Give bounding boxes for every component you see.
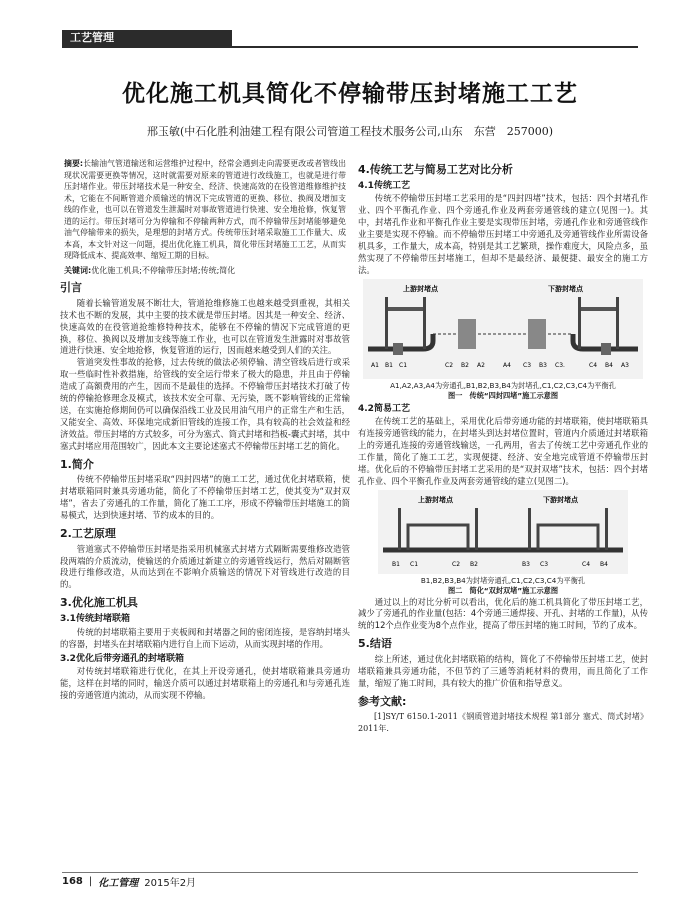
author-affiliation: 邢玉敏(中石化胜利油建工程有限公司管道工程技术服务公司,山东 东营 257000): [146, 125, 554, 138]
abstract-label: 摘要:: [64, 159, 84, 168]
abstract-text: 长输油气管道输送和运营维护过程中，经常会遇到走向需要更改或者管线出现状况需要更换等情况，这时就需要对原来的管道进行改线施工，也就是进行带压封堵作业。带压封堵技术是一种安全、经济、快速高效的在役管道维修维护技术，它能在不间断管道介质输送的情况下完成管道的更换、移位、换阀及增加支线的作业，也可以在管道发生泄漏时对事故管道进行快速、安全地抢修，恢复管道的运行。带压封堵可分为停输和不停输两种方式，而不停输带压封堵能够避免油气停输带来的损失，是理想的封堵方式。传统带压封堵采取施工工作量大、成本高，本文针对这一问题，提出优化施工机具，简化带压封堵施工工艺，从而实现降低成本、提高效率、缩短工期的目标。: [64, 159, 346, 261]
keywords-text: 优化施工机具;不停输带压封堵;传统;简化: [91, 265, 236, 275]
heading-1: 1.简介: [60, 457, 94, 471]
fig1-downstream-label: 下游封堵点: [548, 284, 583, 293]
fig1-node: B3: [539, 361, 547, 369]
reference-item: [1]SY/T 6150.1-2011《钢质管道封堵技术规程 第1部分 塞式、筒式封堵》2011年.: [358, 712, 648, 733]
fig2-node: B4: [600, 560, 608, 568]
heading-5: 5.结语: [358, 637, 392, 651]
figure-2-caption: 图二 简化“双封双堵”施工示意图: [447, 586, 559, 596]
right-column: [358, 158, 648, 734]
footer-divider: |: [88, 876, 93, 887]
magazine-name: 化工管理: [98, 878, 139, 889]
fig1-node: B4: [605, 361, 613, 369]
fig1-node: C3: [523, 361, 532, 369]
fig1-node: A3: [621, 361, 629, 369]
left-column: [60, 158, 350, 702]
section-tag: 工艺管理: [62, 30, 232, 46]
keywords: [64, 265, 346, 276]
paragraph: 传统不停输带压封堵工艺采用的是“四封四堵”技术，包括：四个封堵孔作业、四个平衡孔作业、四个旁通孔作业及两套旁通管线的建立(见图一)。其中，封堵孔作业和平衡孔作业主要是实现带压封堵，旁通孔作业和旁通管线作业主要是实现不停输。而不停输带压封堵工中旁通孔及旁通管线作业所需设备机具多，工作量大，成本高，特别是其工艺繁琐，操作难度大，风险点多，虽然实现了不停输带压封堵施工，但却不是最经济、最便捷、最安全的施工方法。: [358, 193, 648, 275]
fig1-node: C4: [589, 361, 598, 369]
figure-1-legend: A1,A2,A3,A4为旁通孔,B1,B2,B3,B4为封堵孔,C1,C2,C3,C4为平衡孔: [390, 380, 616, 390]
heading-3: 3.优化施工机具: [60, 596, 138, 610]
fig2-node: C2: [452, 560, 461, 568]
paragraph: 管道突发性事故的抢修，过去传统的做法必须停输、清空管线后进行或采取一些临时性补救措施，给管线的安全运行带来了极大的隐患，并且由于停输造成了高额费用的产生，因而不是最佳的选择。不停输带压封堵技术打破了传统的停输抢修理念及模式，该技术安全可靠、无污染，既不影响管线的正常输送，在实施抢修期间仍可以确保沿线工业及民用油气用户的正常生产和生活，又能安全、高效、环保地完成新旧管线的连接工作，具有较高的社会效益和经济效益。带压封堵的方式较多，可分为塞式、筒式封堵和挡板-囊式封堵，其中塞式封堵应用范围较广，因此本文主要论述塞式不停输带压封堵工艺的简化。: [60, 357, 350, 451]
subheading-3-1: 3.1传统封堵联箱: [60, 613, 130, 624]
paragraph: 传统的封堵联箱主要用于夹板阀和封堵器之间的密闭连接，是容纳封堵头的容器，封堵头在封堵联箱内进行自上而下运动，从而实现封堵的作用。: [60, 626, 350, 649]
fig2-node: B1: [392, 560, 400, 568]
header-rule: [62, 46, 638, 48]
figure-2-diagram: [378, 490, 628, 574]
fig2-node: C1: [410, 560, 419, 568]
fig1-node: A4: [503, 361, 511, 369]
issue-date: 2015年2月: [144, 878, 197, 889]
paragraph: 随着长输管道发展不断壮大，管道抢维修施工也越来越受到重视，其相关技术也不断的发展，其中主要的技术就是带压封堵。因其是一种安全、经济、快速高效的在役管道抢维修特种技术，能够在不停输的情况下完成管道的更换，移位、换阀以及增加支线等施工作业，也可以在管道发生泄露时对事故管道进行快速、安全地抢修，恢复管道的运行，因而越来越受到人们的关注。: [60, 297, 350, 356]
fig2-node: C3: [540, 560, 549, 568]
fig1-node: B2: [461, 361, 469, 369]
paragraph: 通过以上的对比分析可以看出，优化后的施工机具简化了带压封堵工艺，减少了旁通孔的作业量(包括：4个旁通三通焊接、开孔、封堵的工作量)，从传统的12个点作业变为8个点作业，提高了带压封堵的施工时间，节约了成本。: [358, 596, 648, 631]
keywords-label: 关键词:: [64, 265, 92, 275]
subheading-3-2: 3.2优化后带旁通孔的封堵联箱: [60, 653, 184, 664]
paragraph: 管道塞式不停输带压封堵是指采用机械塞式封堵方式隔断需要维修改造管段两端的介质流动，使输送的介质通过新建立的旁通管线运行，然后对隔断管段进行维修改造，从而达到在不影响介质输送的情况下对管线进行改造的目的。: [60, 543, 350, 590]
fig1-node: C1: [399, 361, 408, 369]
figure-2-legend: B1,B2,B3,B4为封堵旁通孔,C1,C2,C3,C4为平衡孔: [420, 575, 586, 585]
paragraph: 传统不停输带压封堵采取“四封四堵”的施工工艺，通过优化封堵联箱，使封堵联箱同时兼具旁通功能，简化了不停输带压封堵工艺，使其变为“双封双堵”，省去了旁通孔的工作量，简化了施工工序，形成不停输带压封堵施工的简易模式，达到快速封堵、节约成本的目的。: [60, 474, 350, 521]
fig1-node: A1: [371, 361, 379, 369]
fig1-node: B1: [385, 361, 393, 369]
fig1-upstream-label: 上游封堵点: [403, 284, 438, 293]
heading-4: 4.传统工艺与简易工艺对比分析: [358, 163, 513, 176]
heading-2: 2.工艺原理: [60, 527, 116, 541]
fig1-node: C2: [445, 361, 454, 369]
page-footer: [62, 874, 196, 889]
fig2-upstream-label: 上游封堵点: [418, 495, 453, 504]
abstract: [60, 158, 350, 262]
fig1-node: A2: [477, 361, 485, 369]
paragraph: 综上所述，通过优化封堵联箱的结构，简化了不停输带压封堵工艺，使封堵联箱兼具旁通功能，不但节约了三通等消耗材料的费用，而且简化了工作量，缩短了施工时间，具有较大的推广价值和指导意义。: [358, 653, 648, 688]
fig2-node: C4: [582, 560, 591, 568]
figure-1-caption: 图一 传统“四封四堵”施工示意图: [447, 391, 559, 401]
footer-rule: [62, 872, 638, 873]
heading-intro: 引言: [60, 281, 82, 295]
paragraph: 对传统封堵联箱进行优化，在其上开设旁通孔，使封堵联箱兼具旁通功能，这样在封堵的同时，输送介质可以通过封堵联箱上的旁通孔和与旁通孔连接的旁通管道内流动，从而实现不停输。: [60, 666, 350, 701]
fig2-downstream-label: 下游封堵点: [543, 495, 578, 504]
figure-1-diagram: [363, 279, 643, 379]
article-title: 优化施工机具简化不停输带压封堵施工工艺: [122, 81, 578, 107]
paragraph: 在传统工艺的基础上，采用优化后带旁通功能的封堵联箱，使封堵联箱具有连接旁通管线的能力，在封堵头到达封堵位置时，管道内介质通过封堵联箱上的旁通孔连接的旁通管线输送，一孔两用，省去了传统工艺中旁通孔作业的工作量，简化了施工工艺，实现便捷、经济、安全地完成管道不停输带压封堵。优化后的不停输带压封堵工艺采用的是“双封双堵”技术，包括：四个封堵孔作业、四个平衡孔作业及两套旁通管线的建立(见图二)。: [358, 416, 648, 486]
fig2-node: B2: [470, 560, 478, 568]
fig2-node: B3: [522, 560, 530, 568]
subheading-4-2: 4.2简易工艺: [358, 403, 410, 414]
references-heading: 参考文献:: [358, 694, 407, 708]
page-number: 168: [62, 876, 83, 887]
subheading-4-1: 4.1传统工艺: [358, 180, 410, 191]
fig1-node: C3.: [555, 361, 565, 369]
